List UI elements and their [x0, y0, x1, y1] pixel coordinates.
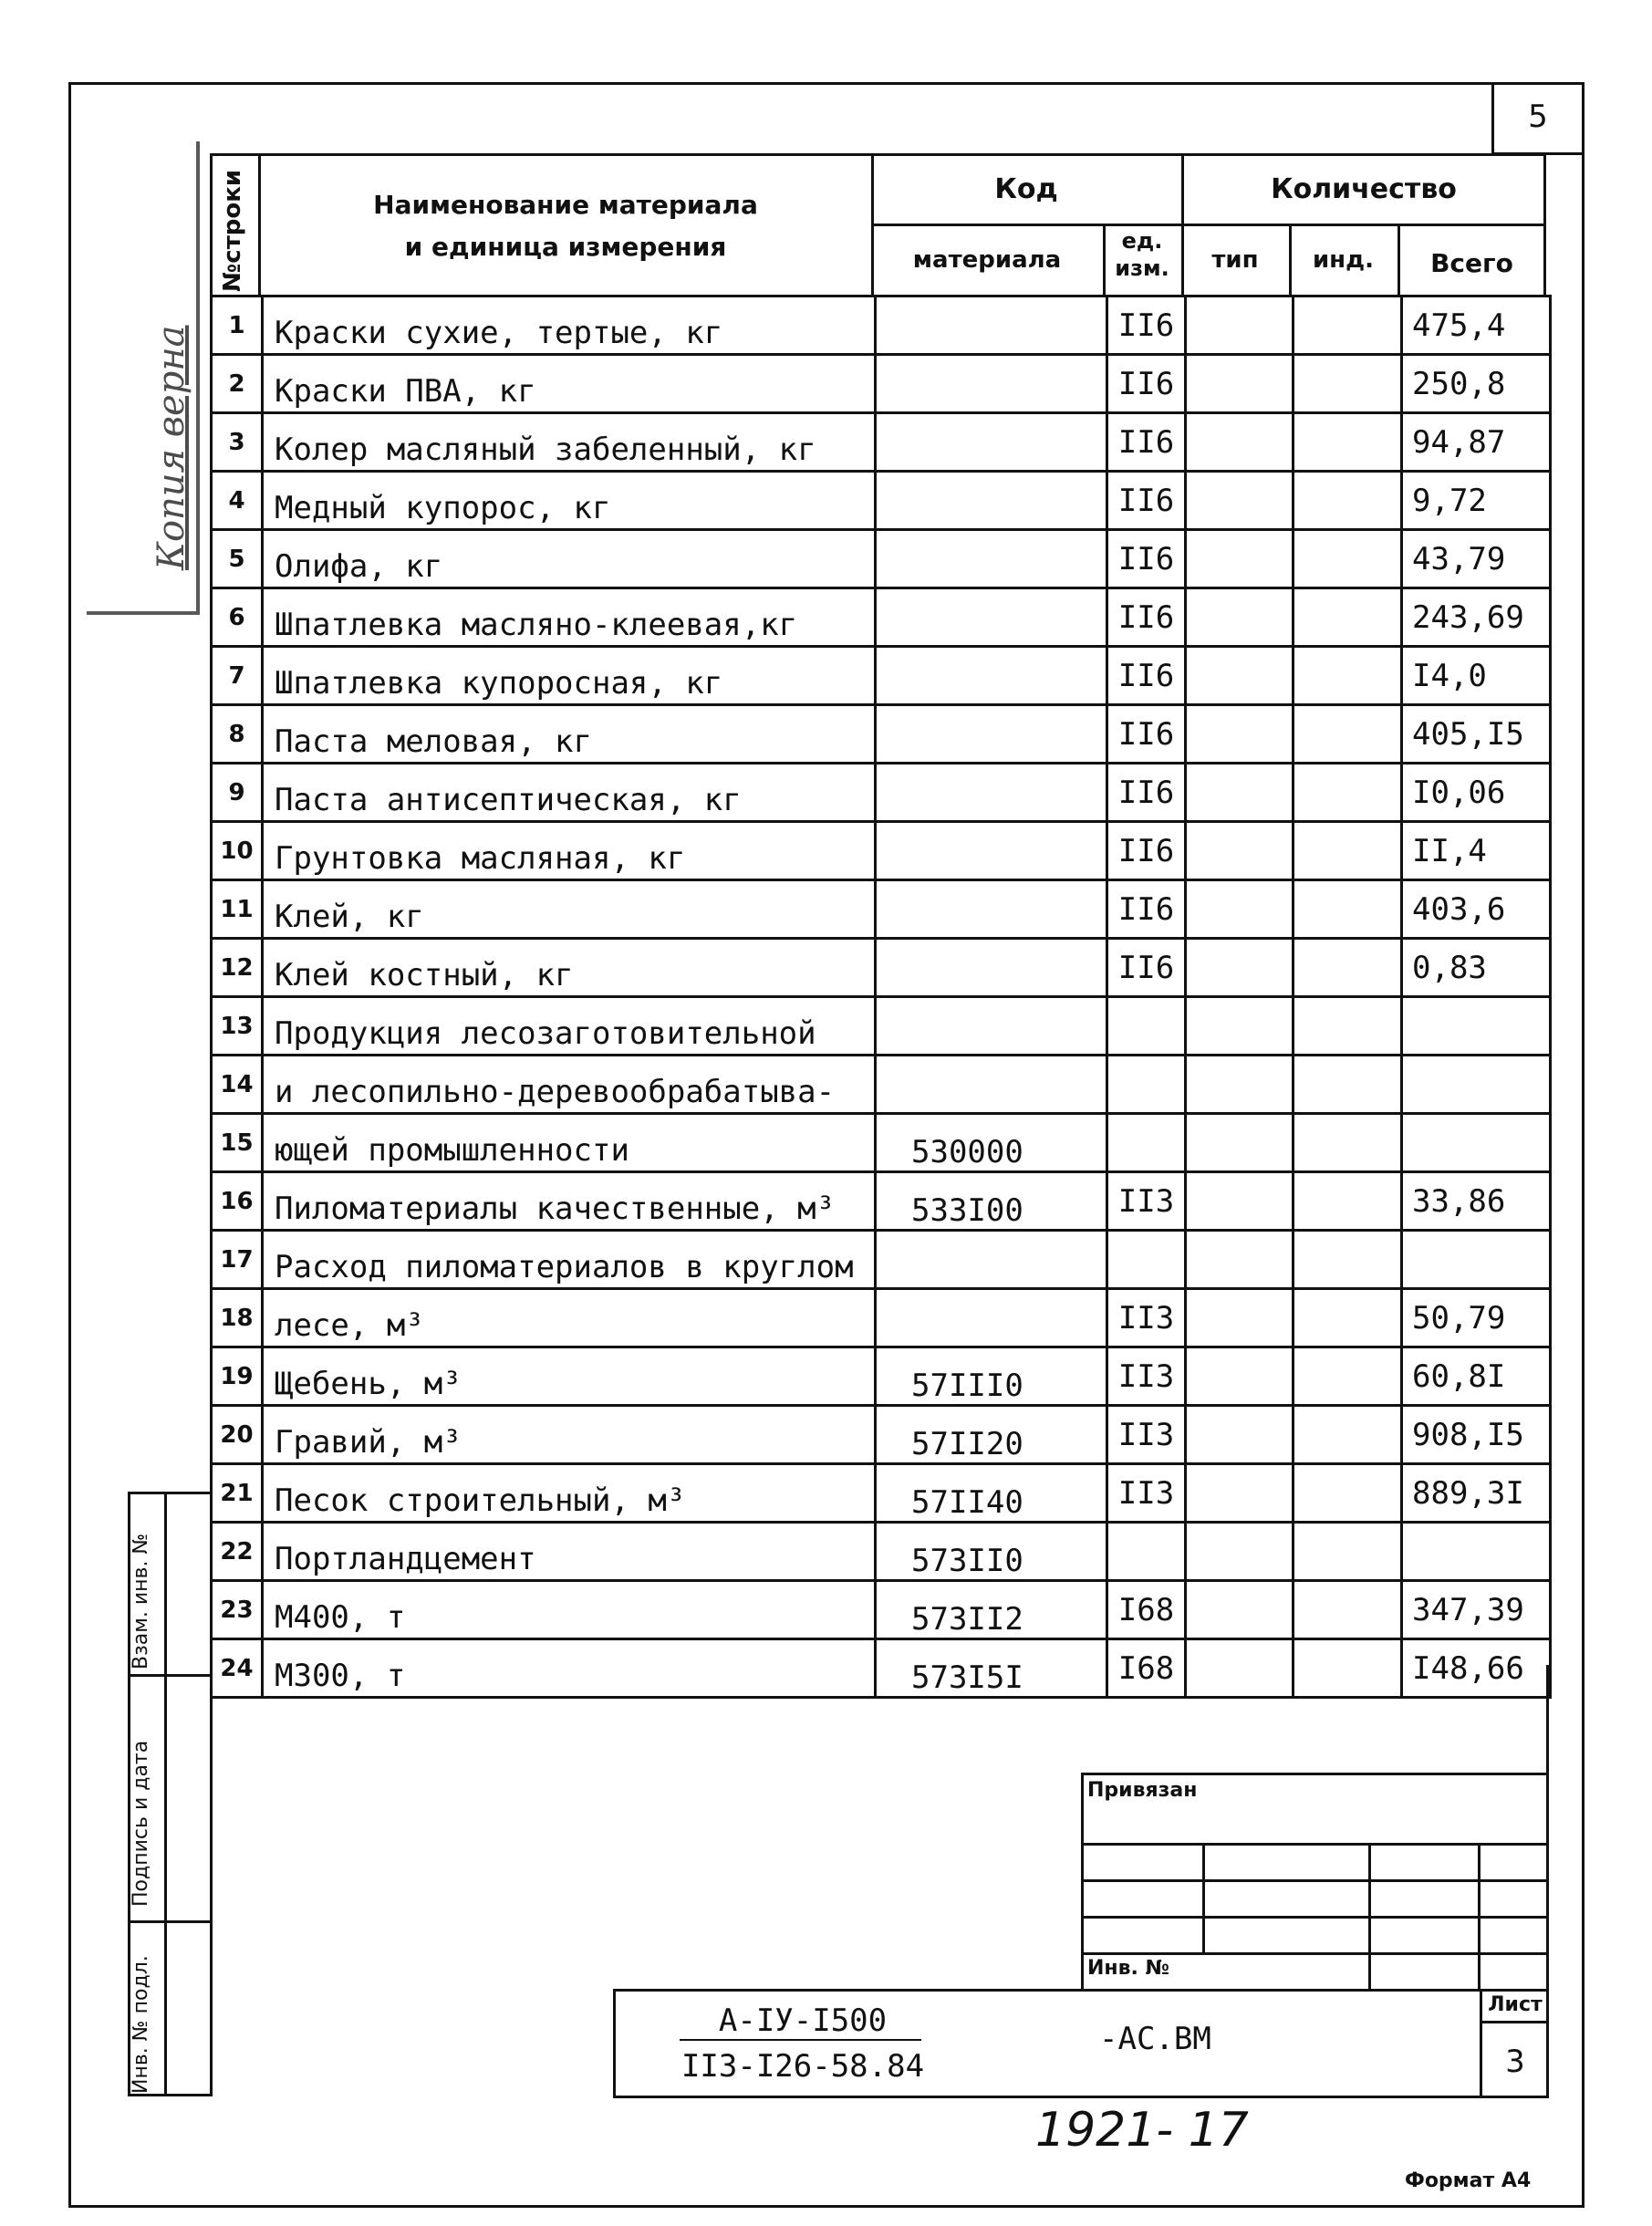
material-code: 533I00 — [876, 1172, 1107, 1231]
inv-podl-label: Инв. № подл. — [130, 1955, 152, 2094]
material-header: материала — [912, 246, 1062, 274]
row-number: 13 — [212, 997, 263, 1056]
unit-code: II6 — [1107, 880, 1186, 939]
type-cell — [1186, 764, 1294, 822]
table-row — [212, 1231, 1551, 1289]
unit-header-line1: ед. — [1121, 228, 1163, 254]
material-name: ющей промышленности — [263, 1114, 876, 1172]
row-number: 14 — [212, 1056, 263, 1114]
material-name: Грунтовка масляная, кг — [263, 822, 876, 880]
material-code: 573II2 — [876, 1581, 1107, 1639]
unit-code — [1107, 1114, 1186, 1172]
row-number: 23 — [212, 1581, 263, 1639]
material-name: Песок строительный, м³ — [263, 1464, 876, 1523]
table-row — [212, 530, 1551, 588]
table-row — [212, 705, 1551, 764]
sheet-number: 3 — [1505, 2044, 1525, 2080]
table-row — [212, 1464, 1551, 1523]
doc-code-line1: А-IУ-I500 — [718, 2002, 888, 2039]
total-value: 9,72 — [1402, 472, 1551, 530]
material-code — [876, 1289, 1107, 1347]
ind-cell — [1294, 1056, 1402, 1114]
type-cell — [1186, 1056, 1294, 1114]
copy-stamp — [87, 141, 200, 615]
total-value — [1402, 1056, 1551, 1114]
total-value — [1402, 997, 1551, 1056]
material-name: Шпатлевка купоросная, кг — [263, 647, 876, 705]
material-code: 57II20 — [876, 1406, 1107, 1464]
row-number: 3 — [212, 413, 263, 472]
ind-cell — [1294, 764, 1402, 822]
doc-suffix: -АС.ВМ — [1099, 2021, 1211, 2057]
row-number: 4 — [212, 472, 263, 530]
type-cell — [1186, 413, 1294, 472]
table-row — [212, 647, 1551, 705]
row-number: 2 — [212, 355, 263, 413]
type-cell — [1186, 1289, 1294, 1347]
total-value: 60,8I — [1402, 1347, 1551, 1406]
material-name: Щебень, м³ — [263, 1347, 876, 1406]
table-row — [212, 588, 1551, 647]
total-value: 908,I5 — [1402, 1406, 1551, 1464]
unit-code: II3 — [1107, 1464, 1186, 1523]
unit-code: II3 — [1107, 1172, 1186, 1231]
material-code — [876, 355, 1107, 413]
name-header-line2: и единица измерения — [404, 232, 727, 262]
type-cell — [1186, 472, 1294, 530]
material-code — [876, 530, 1107, 588]
code-header: Код — [994, 173, 1058, 205]
material-name: Расход пиломатериалов в круглом — [263, 1231, 876, 1289]
type-cell — [1186, 822, 1294, 880]
row-number: 11 — [212, 880, 263, 939]
unit-code: II6 — [1107, 296, 1186, 355]
format-label: Формат А4 — [1405, 2169, 1532, 2192]
material-code — [876, 939, 1107, 997]
table-row — [212, 413, 1551, 472]
type-cell — [1186, 296, 1294, 355]
total-value: 50,79 — [1402, 1289, 1551, 1347]
sheet-label: Лист — [1488, 1993, 1543, 2016]
row-number: 20 — [212, 1406, 263, 1464]
unit-code: II6 — [1107, 939, 1186, 997]
unit-code: II3 — [1107, 1347, 1186, 1406]
table-row — [212, 1523, 1551, 1581]
ind-cell — [1294, 413, 1402, 472]
sign-date-label: Подпись и дата — [130, 1740, 152, 1907]
table-row — [212, 1289, 1551, 1347]
total-value: 33,86 — [1402, 1172, 1551, 1231]
material-code: 530000 — [876, 1114, 1107, 1172]
table-row — [212, 1114, 1551, 1172]
total-value: 43,79 — [1402, 530, 1551, 588]
material-code — [876, 413, 1107, 472]
inv-no-label: Инв. № — [1087, 1957, 1170, 1980]
type-cell — [1186, 1406, 1294, 1464]
total-value: 475,4 — [1402, 296, 1551, 355]
material-name: Медный купорос, кг — [263, 472, 876, 530]
type-header: тип — [1211, 246, 1259, 274]
total-value: I48,66 — [1402, 1639, 1551, 1698]
row-number: 5 — [212, 530, 263, 588]
material-code — [876, 1056, 1107, 1114]
ind-cell — [1294, 1231, 1402, 1289]
ind-cell — [1294, 296, 1402, 355]
total-value: 243,69 — [1402, 588, 1551, 647]
material-code: 573II0 — [876, 1523, 1107, 1581]
unit-code: I68 — [1107, 1639, 1186, 1698]
total-value: 405,I5 — [1402, 705, 1551, 764]
unit-code: II6 — [1107, 413, 1186, 472]
row-number: 18 — [212, 1289, 263, 1347]
unit-code: II6 — [1107, 647, 1186, 705]
material-code — [876, 296, 1107, 355]
material-name: Паста антисептическая, кг — [263, 764, 876, 822]
material-name: М300, т — [263, 1639, 876, 1698]
total-value: 0,83 — [1402, 939, 1551, 997]
doc-code-line2: II3-I26-58.84 — [681, 2048, 925, 2085]
material-code — [876, 997, 1107, 1056]
row-number: 1 — [212, 296, 263, 355]
row-number: 19 — [212, 1347, 263, 1406]
ind-cell — [1294, 1172, 1402, 1231]
ind-cell — [1294, 880, 1402, 939]
type-cell — [1186, 705, 1294, 764]
unit-code — [1107, 997, 1186, 1056]
total-value: 403,6 — [1402, 880, 1551, 939]
material-code — [876, 1231, 1107, 1289]
material-code: 57III0 — [876, 1347, 1107, 1406]
unit-code: II6 — [1107, 705, 1186, 764]
type-cell — [1186, 588, 1294, 647]
type-cell — [1186, 1581, 1294, 1639]
type-cell — [1186, 1114, 1294, 1172]
table-row — [212, 1406, 1551, 1464]
row-number-header: №строки — [219, 169, 246, 292]
material-code: 573I5I — [876, 1639, 1107, 1698]
table-row — [212, 472, 1551, 530]
table-row — [212, 1056, 1551, 1114]
ind-cell — [1294, 1114, 1402, 1172]
material-name: и лесопильно-деревообрабатыва- — [263, 1056, 876, 1114]
row-number: 7 — [212, 647, 263, 705]
type-cell — [1186, 530, 1294, 588]
type-cell — [1186, 1172, 1294, 1231]
unit-code: II3 — [1107, 1289, 1186, 1347]
unit-code: II6 — [1107, 530, 1186, 588]
unit-code: II6 — [1107, 355, 1186, 413]
material-name: Пиломатериалы качественные, м³ — [263, 1172, 876, 1231]
unit-code — [1107, 1231, 1186, 1289]
material-code — [876, 705, 1107, 764]
material-name: Портландцемент — [263, 1523, 876, 1581]
total-value — [1402, 1114, 1551, 1172]
type-cell — [1186, 355, 1294, 413]
row-number: 17 — [212, 1231, 263, 1289]
type-cell — [1186, 1523, 1294, 1581]
copy-stamp-text: Копия верна — [151, 325, 192, 570]
privyazan-label: Привязан — [1087, 1779, 1198, 1802]
type-cell — [1186, 1464, 1294, 1523]
material-code — [876, 880, 1107, 939]
ind-cell — [1294, 1289, 1402, 1347]
ind-cell — [1294, 705, 1402, 764]
material-name: Краски сухие, тертые, кг — [263, 296, 876, 355]
unit-code — [1107, 1056, 1186, 1114]
total-value: II,4 — [1402, 822, 1551, 880]
material-code — [876, 764, 1107, 822]
table-row — [212, 296, 1551, 355]
type-cell — [1186, 880, 1294, 939]
handwritten-number: 1921- 17 — [1035, 2103, 1249, 2158]
row-number: 12 — [212, 939, 263, 997]
total-header: Всего — [1430, 248, 1513, 278]
row-number: 21 — [212, 1464, 263, 1523]
unit-code: II6 — [1107, 472, 1186, 530]
table-row — [212, 997, 1551, 1056]
vzam-label: Взам. инв. № — [130, 1533, 152, 1670]
ind-cell — [1294, 647, 1402, 705]
ind-cell — [1294, 530, 1402, 588]
total-value — [1402, 1231, 1551, 1289]
total-value: I4,0 — [1402, 647, 1551, 705]
unit-header-line2: изм. — [1115, 255, 1169, 281]
table-row — [212, 1639, 1551, 1698]
name-header-line1: Наименование материала — [373, 190, 758, 220]
material-name: Клей костный, кг — [263, 939, 876, 997]
ind-cell — [1294, 1406, 1402, 1464]
type-cell — [1186, 1231, 1294, 1289]
total-value: 889,3I — [1402, 1464, 1551, 1523]
ind-cell — [1294, 1523, 1402, 1581]
total-value: 94,87 — [1402, 413, 1551, 472]
row-number: 6 — [212, 588, 263, 647]
table-row — [212, 939, 1551, 997]
table-row — [212, 764, 1551, 822]
table-row — [212, 1172, 1551, 1231]
total-value: 250,8 — [1402, 355, 1551, 413]
total-value — [1402, 1523, 1551, 1581]
unit-code: II3 — [1107, 1406, 1186, 1464]
material-name: Клей, кг — [263, 880, 876, 939]
material-code — [876, 647, 1107, 705]
table-row — [212, 355, 1551, 413]
type-cell — [1186, 647, 1294, 705]
material-name: Краски ПВА, кг — [263, 355, 876, 413]
material-name: М400, т — [263, 1581, 876, 1639]
material-name: Колер масляный забеленный, кг — [263, 413, 876, 472]
type-cell — [1186, 997, 1294, 1056]
type-cell — [1186, 1639, 1294, 1698]
unit-code: II6 — [1107, 822, 1186, 880]
ind-cell — [1294, 822, 1402, 880]
material-name: Паста меловая, кг — [263, 705, 876, 764]
materials-table — [210, 295, 1552, 1699]
row-number: 24 — [212, 1639, 263, 1698]
ind-cell — [1294, 588, 1402, 647]
ind-cell — [1294, 997, 1402, 1056]
material-name: Продукция лесозаготовительной — [263, 997, 876, 1056]
row-number: 16 — [212, 1172, 263, 1231]
row-number: 8 — [212, 705, 263, 764]
material-name: Гравий, м³ — [263, 1406, 876, 1464]
ind-cell — [1294, 1639, 1402, 1698]
table-row — [212, 880, 1551, 939]
ind-header: инд. — [1312, 246, 1375, 274]
material-code — [876, 472, 1107, 530]
total-value: 347,39 — [1402, 1581, 1551, 1639]
table-row — [212, 1347, 1551, 1406]
unit-code: I68 — [1107, 1581, 1186, 1639]
material-code: 57II40 — [876, 1464, 1107, 1523]
unit-code: II6 — [1107, 764, 1186, 822]
row-number: 22 — [212, 1523, 263, 1581]
material-code — [876, 588, 1107, 647]
ind-cell — [1294, 1347, 1402, 1406]
ind-cell — [1294, 355, 1402, 413]
page-number: 5 — [1528, 99, 1548, 135]
unit-code — [1107, 1523, 1186, 1581]
type-cell — [1186, 939, 1294, 997]
total-value: I0,06 — [1402, 764, 1551, 822]
row-number: 15 — [212, 1114, 263, 1172]
table-row — [212, 1581, 1551, 1639]
row-number: 10 — [212, 822, 263, 880]
ind-cell — [1294, 1464, 1402, 1523]
material-name: лесе, м³ — [263, 1289, 876, 1347]
type-cell — [1186, 1347, 1294, 1406]
table-row — [212, 822, 1551, 880]
ind-cell — [1294, 472, 1402, 530]
unit-code: II6 — [1107, 588, 1186, 647]
material-code — [876, 822, 1107, 880]
ind-cell — [1294, 939, 1402, 997]
material-name: Шпатлевка масляно-клеевая,кг — [263, 588, 876, 647]
row-number: 9 — [212, 764, 263, 822]
quantity-header: Количество — [1271, 173, 1457, 205]
material-name: Олифа, кг — [263, 530, 876, 588]
ind-cell — [1294, 1581, 1402, 1639]
